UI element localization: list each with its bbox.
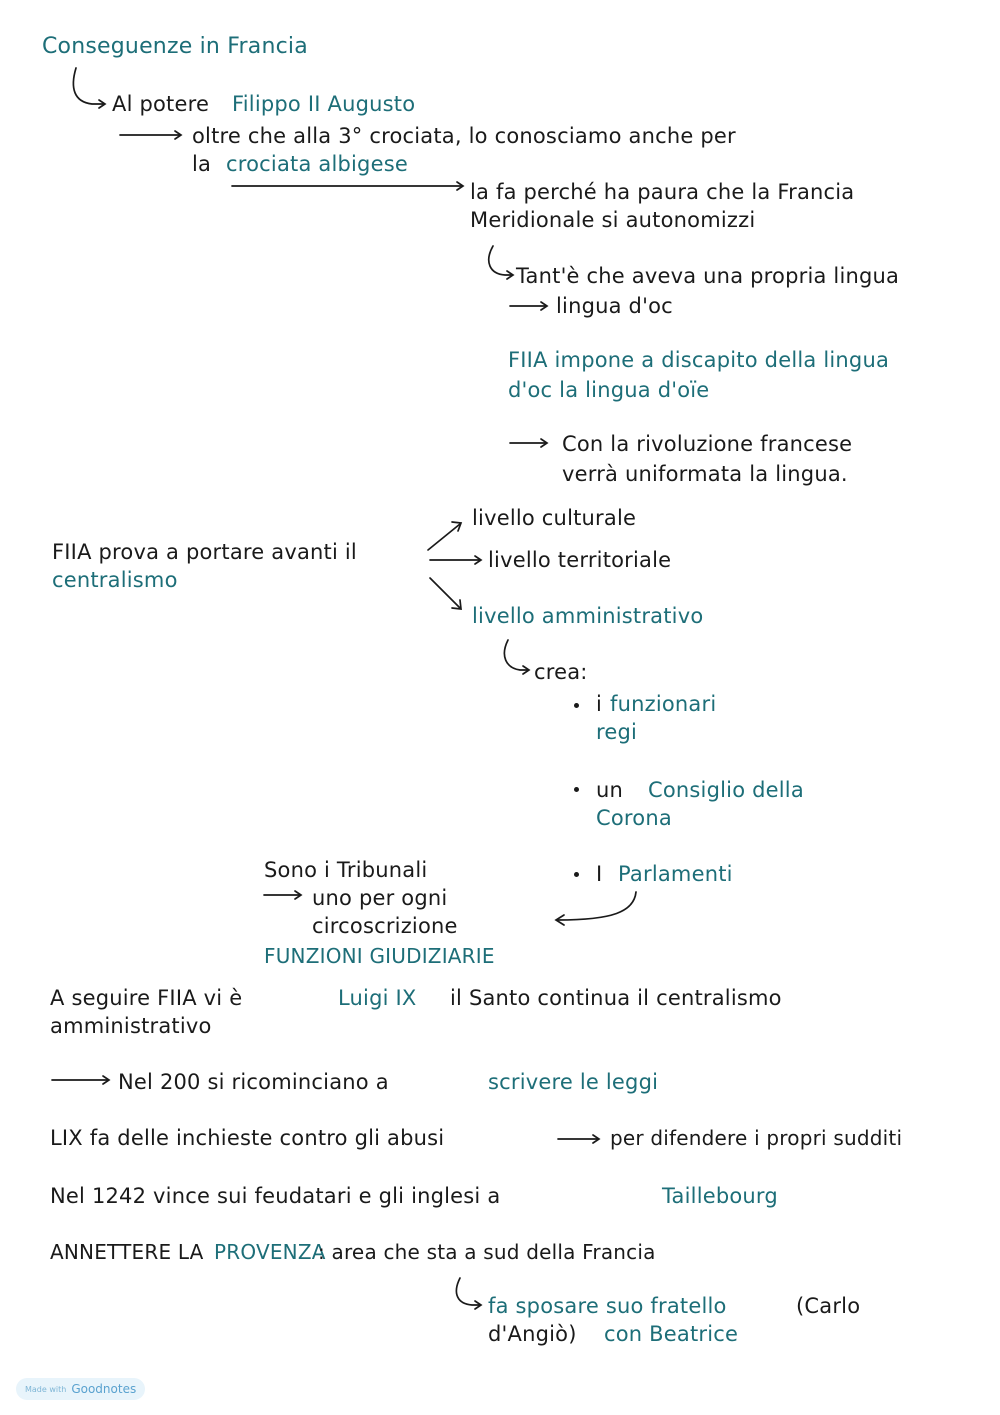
provenza-line2-teal: con Beatrice (604, 1322, 739, 1346)
inchieste-post: per difendere i propri sudditi (610, 1126, 903, 1150)
tribunali-line1: Sono i Tribunali (264, 858, 428, 882)
leggi-pre: Nel 200 si ricominciano a (118, 1070, 389, 1094)
luigi-name: Luigi IX (338, 986, 417, 1010)
lingua-line1: Tant'è che aveva una propria lingua (516, 264, 900, 288)
provenza-line1-post: (Carlo (796, 1294, 861, 1318)
leggi-teal: scrivere le leggi (488, 1070, 659, 1094)
crea-label: crea: (534, 660, 588, 684)
intro-name: Filippo II Augusto (232, 92, 416, 116)
curved-arrow-icon (489, 246, 512, 275)
bullet-icon (574, 872, 579, 877)
branch-culturale: livello culturale (472, 506, 637, 530)
goodnotes-badge[interactable] (16, 1378, 145, 1400)
taillebourg-name: Taillebourg (662, 1184, 778, 1208)
curved-arrow-icon (456, 1278, 480, 1305)
rivoluzione-line2: verrà uniformata la lingua. (562, 462, 848, 486)
badge-made-with: Made with (25, 1384, 67, 1394)
crea-item-2-pre: un (596, 778, 624, 802)
inchieste-pre: LIX fa delle inchieste contro gli abusi (50, 1126, 445, 1150)
luigi-post: il Santo continua il centralismo (450, 986, 782, 1010)
badge-brand: Goodnotes (71, 1382, 137, 1396)
provenza-post: : area che sta a sud della Francia (318, 1240, 656, 1264)
provenza-pre: ANNETTERE LA (50, 1240, 204, 1264)
branch-arrow-icon (428, 524, 460, 550)
rivoluzione-line1: Con la rivoluzione francese (562, 432, 853, 456)
curved-arrow-icon (504, 640, 528, 670)
centralismo-line2: centralismo (52, 568, 178, 592)
provenza-line1-teal: fa sposare suo fratello (488, 1294, 727, 1318)
branch-arrow-icon (430, 578, 460, 608)
bullet-icon (574, 787, 579, 792)
tribunali-line2: uno per ogni (312, 886, 448, 910)
branch-amministrativo: livello amministrativo (472, 604, 704, 628)
bullet-icon (574, 703, 579, 708)
impone-line2: d'oc la lingua d'oïe (508, 378, 710, 402)
tribunali-line3: circoscrizione (312, 914, 458, 938)
taillebourg-pre: Nel 1242 vince sui feudatari e gli inglesi a (50, 1184, 501, 1208)
crea-item-2-line2: Corona (596, 806, 672, 830)
crea-item-1-pre: i (596, 692, 603, 716)
crociata-line2-pre: la (192, 152, 212, 176)
provenza-name: PROVENZA (214, 1240, 326, 1264)
intro-label: Al potere (112, 92, 210, 116)
curved-arrow-icon (558, 892, 636, 920)
page-title: Conseguenze in Francia (42, 34, 308, 59)
provenza-line2-pre: d'Angiò) (488, 1322, 577, 1346)
branch-territoriale: livello territoriale (488, 548, 672, 572)
motivo-line2: Meridionale si autonomizzi (470, 208, 756, 232)
motivo-line1: la fa perché ha paura che la Francia (470, 180, 855, 204)
impone-line1: FIIA impone a discapito della lingua (508, 348, 890, 372)
crea-item-3-pre: I (596, 862, 603, 886)
funzioni-giudiziarie: FUNZIONI GIUDIZIARIE (264, 944, 495, 968)
crea-item-1-line1: funzionari (610, 692, 717, 716)
crea-item-3-line1: Parlamenti (618, 862, 733, 886)
centralismo-line1: FIIA prova a portare avanti il (52, 540, 357, 564)
crea-item-2-line1: Consiglio della (648, 778, 804, 802)
curved-arrow-icon (73, 68, 104, 104)
luigi-pre: A seguire FIIA vi è (50, 986, 243, 1010)
crociata-albigese: crociata albigese (226, 152, 408, 176)
luigi-line2: amministrativo (50, 1014, 212, 1038)
lingua-line2: lingua d'oc (556, 294, 673, 318)
crociata-line1: oltre che alla 3° crociata, lo conosciamo anche per (192, 124, 736, 148)
crea-item-1-line2: regi (596, 720, 638, 744)
